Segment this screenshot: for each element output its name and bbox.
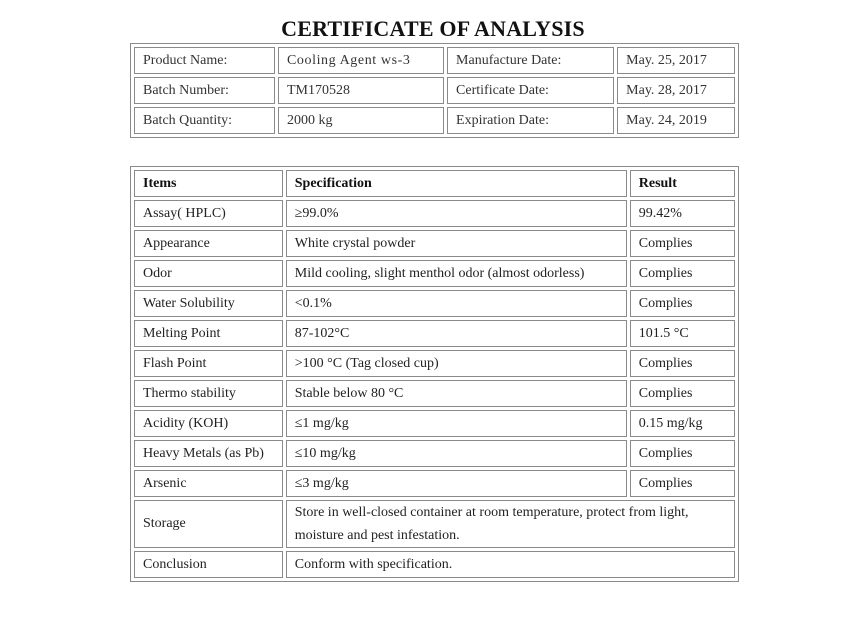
storage-label: Storage	[134, 500, 283, 548]
product-info-row	[134, 47, 735, 74]
table-row	[134, 380, 735, 407]
item-cell: Heavy Metals (as Pb)	[134, 440, 283, 467]
item-cell: Flash Point	[134, 350, 283, 377]
table-header-row	[134, 170, 735, 197]
table-row	[134, 470, 735, 497]
manufacture-date-label: Manufacture Date:	[447, 47, 614, 74]
item-cell: Odor	[134, 260, 283, 287]
product-name-value: Cooling Agent ws-3	[278, 47, 444, 74]
expiration-date-label: Expiration Date:	[447, 107, 614, 134]
header-result: Result	[630, 170, 735, 197]
result-cell: Complies	[630, 260, 735, 287]
certificate-date-value: May. 28, 2017	[617, 77, 735, 104]
item-cell: Thermo stability	[134, 380, 283, 407]
product-info-row	[134, 77, 735, 104]
table-row	[134, 350, 735, 377]
item-cell: Assay( HPLC)	[134, 200, 283, 227]
specification-cell: ≤10 mg/kg	[286, 440, 627, 467]
item-cell: Acidity (KOH)	[134, 410, 283, 437]
table-row	[134, 200, 735, 227]
result-cell: 0.15 mg/kg	[630, 410, 735, 437]
item-cell: Water Solubility	[134, 290, 283, 317]
product-info-row	[134, 107, 735, 134]
batch-number-label: Batch Number:	[134, 77, 275, 104]
product-name-label: Product Name:	[134, 47, 275, 74]
table-row	[134, 260, 735, 287]
specification-cell: ≥99.0%	[286, 200, 627, 227]
product-info-table	[130, 43, 739, 138]
table-row	[134, 290, 735, 317]
result-cell: Complies	[630, 350, 735, 377]
result-cell: Complies	[630, 380, 735, 407]
batch-number-value: TM170528	[278, 77, 444, 104]
manufacture-date-value: May. 25, 2017	[617, 47, 735, 74]
table-row	[134, 440, 735, 467]
result-cell: Complies	[630, 440, 735, 467]
result-cell: Complies	[630, 230, 735, 257]
table-row	[134, 410, 735, 437]
item-cell: Appearance	[134, 230, 283, 257]
storage-row	[134, 500, 735, 548]
result-cell: 99.42%	[630, 200, 735, 227]
table-row	[134, 230, 735, 257]
document-title: CERTIFICATE OF ANALYSIS	[281, 16, 585, 41]
table-row	[134, 320, 735, 347]
item-cell: Arsenic	[134, 470, 283, 497]
conclusion-text: Conform with specification.	[286, 551, 735, 578]
specification-cell: 87-102°C	[286, 320, 627, 347]
conclusion-label: Conclusion	[134, 551, 283, 578]
specification-cell: White crystal powder	[286, 230, 627, 257]
result-cell: 101.5 °C	[630, 320, 735, 347]
certificate-date-label: Certificate Date:	[447, 77, 614, 104]
specification-cell: Mild cooling, slight menthol odor (almost odorless)	[286, 260, 627, 287]
specification-cell: <0.1%	[286, 290, 627, 317]
conclusion-row	[134, 551, 735, 578]
batch-quantity-label: Batch Quantity:	[134, 107, 275, 134]
expiration-date-value: May. 24, 2019	[617, 107, 735, 134]
result-cell: Complies	[630, 290, 735, 317]
specification-table	[130, 166, 739, 582]
specification-cell: ≤3 mg/kg	[286, 470, 627, 497]
result-cell: Complies	[630, 470, 735, 497]
specification-cell: Stable below 80 °C	[286, 380, 627, 407]
header-items: Items	[134, 170, 283, 197]
specification-cell: ≤1 mg/kg	[286, 410, 627, 437]
header-specification: Specification	[286, 170, 627, 197]
storage-text: Store in well-closed container at room temperature, protect from light, moisture and pest infestation.	[286, 500, 735, 548]
specification-cell: >100 °C (Tag closed cup)	[286, 350, 627, 377]
batch-quantity-value: 2000 kg	[278, 107, 444, 134]
item-cell: Melting Point	[134, 320, 283, 347]
